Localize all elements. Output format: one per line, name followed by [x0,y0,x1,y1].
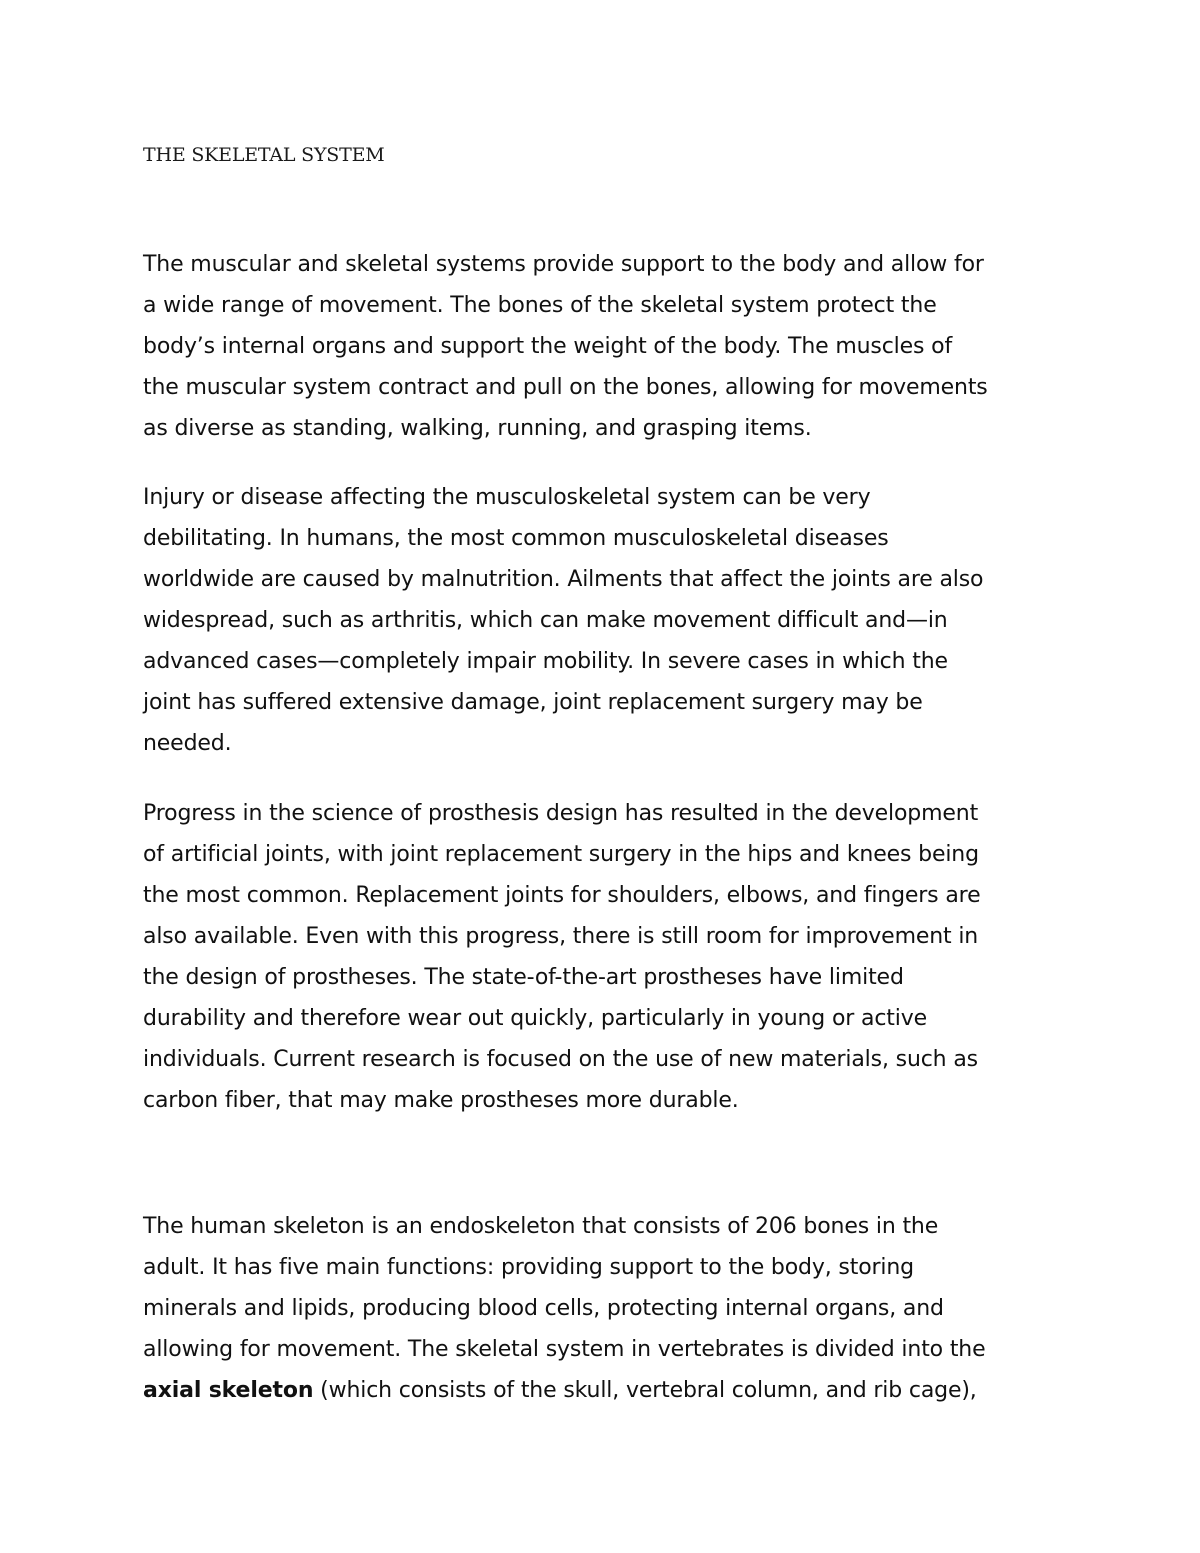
text-line: the most common. Replacement joints for shoulders, elbows, and fingers are [143,883,981,908]
text-line: worldwide are caused by malnutrition. Ailments that affect the joints are also [143,567,984,592]
text-line: debilitating. In humans, the most common musculoskeletal diseases [143,526,889,551]
text-line: also available. Even with this progress, there is still room for improvement in [143,924,979,949]
paragraph-prosthesis-design [143,793,1083,1121]
text-line-rest: (which consists of the skull, vertebral column, and rib cage), [313,1378,977,1403]
text-line: body’s internal organs and support the weight of the body. The muscles of [143,334,953,359]
text-line: individuals. Current research is focused on the use of new materials, such as [143,1047,978,1072]
text-line [143,1370,1083,1411]
text-line: durability and therefore wear out quickly, particularly in young or active [143,1006,927,1031]
text-line: as diverse as standing, walking, running, and grasping items. [143,416,812,441]
text-line: the design of prostheses. The state-of-the-art prostheses have limited [143,965,904,990]
document-title: THE SKELETAL SYSTEM [143,144,385,166]
text-line: carbon fiber, that may make prostheses more durable. [143,1088,739,1113]
text-line: allowing for movement. The skeletal system in vertebrates is divided into the [143,1337,986,1362]
text-line: The human skeleton is an endoskeleton that consists of 206 bones in the [143,1214,939,1239]
text-line: adult. It has five main functions: providing support to the body, storing [143,1255,914,1280]
text-line: Injury or disease affecting the musculoskeletal system can be very [143,485,871,510]
text-line: needed. [143,731,232,756]
paragraph-muscular-skeletal [143,244,1083,449]
text-line: The muscular and skeletal systems provide support to the body and allow for [143,252,984,277]
text-line: minerals and lipids, producing blood cells, protecting internal organs, and [143,1296,944,1321]
text-line: the muscular system contract and pull on the bones, allowing for movements [143,375,988,400]
bold-term-axial-skeleton: axial skeleton [143,1378,314,1403]
text-line: of artificial joints, with joint replacement surgery in the hips and knees being [143,842,979,867]
paragraph-human-skeleton [143,1206,1083,1411]
text-line: joint has suffered extensive damage, joint replacement surgery may be [143,690,923,715]
text-line: Progress in the science of prosthesis design has resulted in the development [143,801,979,826]
paragraph-injury-disease [143,477,1083,764]
text-line: advanced cases—completely impair mobility. In severe cases in which the [143,649,948,674]
text-line: widespread, such as arthritis, which can make movement difficult and—in [143,608,948,633]
text-line: a wide range of movement. The bones of the skeletal system protect the [143,293,937,318]
